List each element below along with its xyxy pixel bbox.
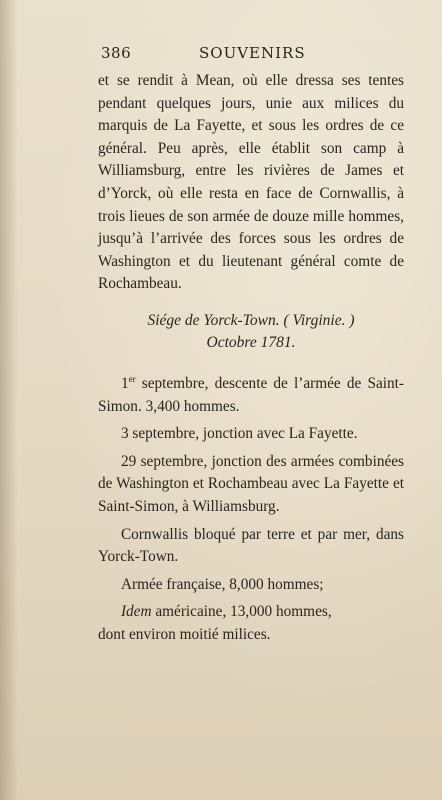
section-heading-date: Octobre 1781.	[206, 334, 296, 352]
chronology-entry-2: 3 septembre, jonction avec La Fayette.	[120, 425, 358, 443]
running-title: SOUVENIRS	[199, 44, 306, 62]
opening-paragraph: et se rendit à Mean, où elle dressa ses tentes pendant quelques jours, unie aux milices du marquis de La Fayette, et sous les ordres de ce général. Peu après, elle établit son camp à Williamsburg, entre les rivières de James et d’Yorck, où elle resta en face de Cornwallis, à trois lieues de son armée de douze mille hommes, jusqu’à l’arrivée des forces sous les ordres de Washington et du lieutenant général comte de Rochambeau.	[98, 72, 404, 293]
chronology-entry-6-continuation: dont environ moitié milices.	[98, 625, 271, 643]
chronology-entry-1: 1er septembre, descente de l’armée de Saint-Simon. 3,400 hommes.	[98, 373, 404, 415]
page-number: 386	[101, 44, 132, 62]
gutter-shadow	[0, 0, 18, 800]
section-heading-title: Siége de Yorck-Town. ( Virginie. )	[147, 311, 355, 329]
chronology-entry-5: Armée française, 8,000 hommes;	[120, 575, 324, 593]
chronology-entry-4: Cornwallis bloqué par terre et par mer, dans Yorck-Town.	[98, 525, 404, 566]
section-heading	[98, 310, 404, 355]
chronology-entry-6: Idem américaine, 13,000 hommes,	[120, 603, 332, 621]
page-body	[98, 70, 404, 646]
chronology-entry-3: 29 septembre, jonction des armées combinées de Washington et Rochambeau avec La Fayette et Saint-Simon, à Williamsburg.	[98, 452, 404, 515]
